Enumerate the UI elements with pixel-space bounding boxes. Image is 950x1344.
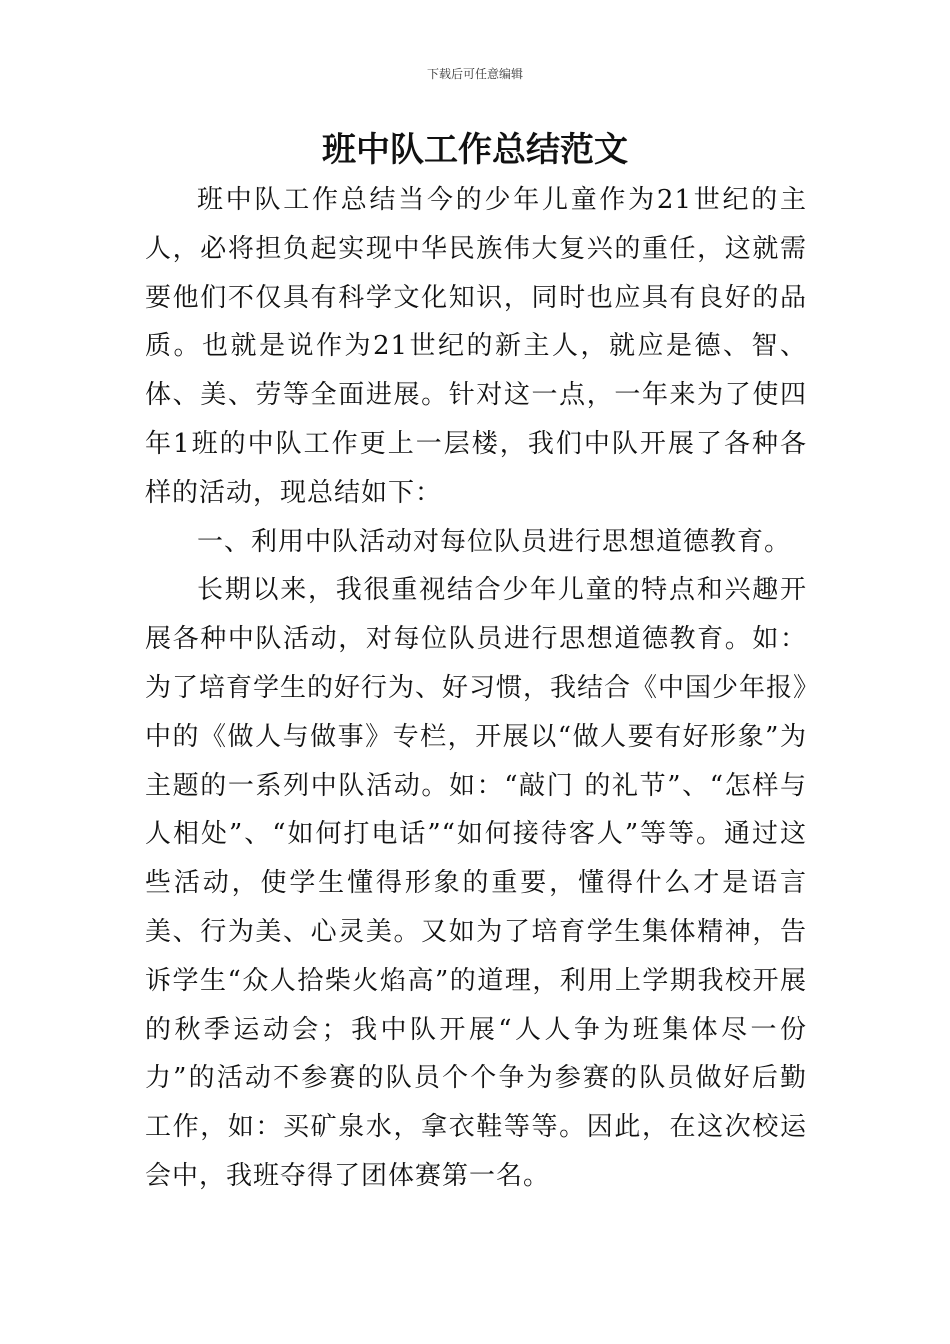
document-body <box>145 176 807 1201</box>
paragraph-section-heading: 一、利用中队活动对每位队员进行思想道德教育。 <box>197 526 792 557</box>
document-title: 班中队工作总结范文 <box>322 130 628 170</box>
paragraph-intro: 班中队工作总结当今的少年儿童作为21世纪的主人，必将担负起实现中华民族伟大复兴的重任，这就需要他们不仅具有科学文化知识，同时也应具有良好的品质。也就是说作为21世纪的新主人，就应是德、智、体、美、劳等全面进展。针对这一点，一年来为了使四年1班的中队工作更上一层楼，我们中队开展了各种各样的活动，现总结如下： <box>145 185 807 508</box>
paragraph-section-body: 长期以来，我很重视结合少年儿童的特点和兴趣开展各种中队活动，对每位队员进行思想道德教育。如：为了培育学生的好行为、好习惯，我结合《中国少年报》中的《做人与做事》专栏，开展以“做人要有好形象”为主题的一系列中队活动。如：“敲门 的礼节”、“怎样与人相处”、“如何打电话”“如何接待客人”等等。通过这些活动，使学生懂得形象的重要，懂得什么才是语言美、行为美、心灵美。又如为了培育学生集体精神，告诉学生“众人拾柴火焰高”的道理，利用上学期我校开展的秋季运动会；我中队开展“人人争为班集体尽一份力”的活动不参赛的队员个个争为参赛的队员做好后勤工作，如：买矿泉水，拿衣鞋等等。因此，在这次校运会中，我班夺得了团体赛第一名。 <box>145 575 808 1191</box>
header-note: 下载后可任意编辑 <box>426 67 523 81</box>
